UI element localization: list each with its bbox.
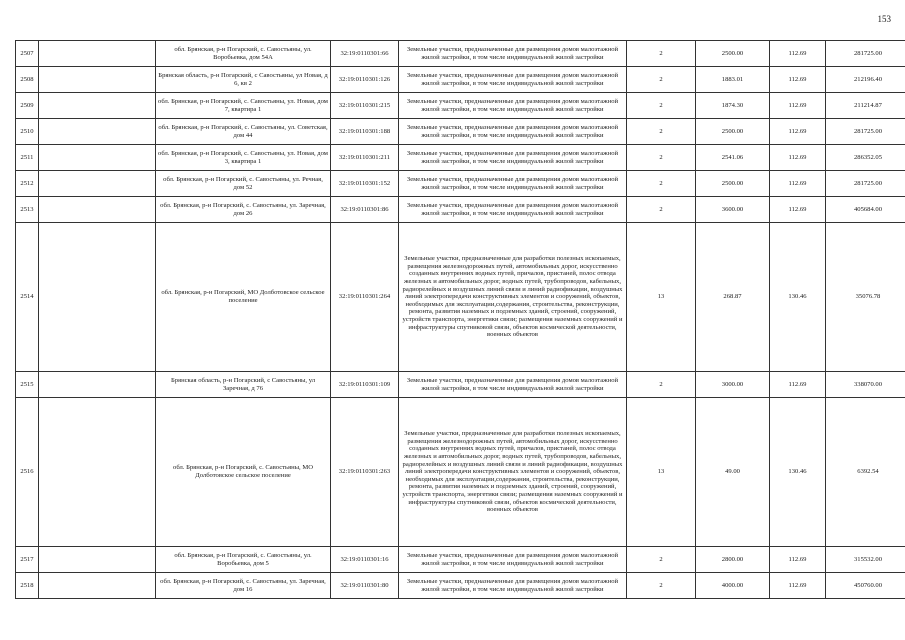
empty-cell — [39, 41, 156, 67]
empty-cell — [39, 145, 156, 171]
cadastral-number-cell: 32:19:0110301:152 — [331, 171, 399, 197]
cadastral-rate-cell: 112.69 — [770, 573, 826, 599]
category-cell: 2 — [627, 119, 696, 145]
area-cell: 268.87 — [696, 223, 770, 372]
cadastral-number-cell: 32:19:0110301:126 — [331, 67, 399, 93]
cadastral-rate-cell: 112.69 — [770, 119, 826, 145]
cadastral-number-cell: 32:19:0110301:188 — [331, 119, 399, 145]
cadastral-rate-cell: 130.46 — [770, 223, 826, 372]
empty-cell — [39, 197, 156, 223]
address-cell: обл. Брянская, р-н Погарский, с. Савостьяны, ул. Советская, дом 44 — [156, 119, 331, 145]
table-row — [16, 547, 905, 573]
land-registry-table — [15, 40, 905, 599]
land-use-cell: Земельные участки, предназначенные для размещения домов малоэтажной жилой застройки, в том числе индивидуальной жилой застройки — [399, 171, 627, 197]
land-use-cell: Земельные участки, предназначенные для размещения домов малоэтажной жилой застройки, в том числе индивидуальной жилой застройки — [399, 372, 627, 398]
cadastral-number-cell: 32:19:0110301:16 — [331, 547, 399, 573]
area-cell: 3600.00 — [696, 197, 770, 223]
table-row — [16, 171, 905, 197]
area-cell: 2500.00 — [696, 41, 770, 67]
land-use-cell: Земельные участки, предназначенные для размещения домов малоэтажной жилой застройки, в том числе индивидуальной жилой застройки — [399, 547, 627, 573]
category-cell: 2 — [627, 145, 696, 171]
table-row — [16, 573, 905, 599]
cadastral-number-cell: 32:19:0110301:109 — [331, 372, 399, 398]
address-cell: Брянская область, р-н Погарский, с Савостьяны, ул Заречная, д 76 — [156, 372, 331, 398]
cadastral-number-cell: 32:19:0110301:263 — [331, 398, 399, 547]
empty-cell — [39, 93, 156, 119]
empty-cell — [39, 398, 156, 547]
land-use-cell: Земельные участки, предназначенные для разработки полезных ископаемых, размещения железнодорожных путей, автомобильных дорог, искусственно созданных внутренних водных путей, причалов, пристаней, полос отвода железных и автомобильных дорог, водных путей, трубопроводов, кабельных, радиорелейных и воздушных линий связи и линий радиофикации, воздушных линий электропередачи конструктивных элементов и сооружений, объектов, необходимых для эксплуатации,содержания, строительства, реконструкции, ремонта, развития наземных и подземных зданий, строений, сооружений, устройств транспорта, энергетики связи; размещения наземных сооружений и инфраструктуры спутниковой связи, объектов космической деятельности, военных объектов — [399, 398, 627, 547]
cadastral-rate-cell: 112.69 — [770, 171, 826, 197]
cadastral-rate-cell: 112.69 — [770, 145, 826, 171]
cadastral-cost-cell: 281725.00 — [826, 171, 905, 197]
category-cell: 2 — [627, 67, 696, 93]
cadastral-cost-cell: 286352.05 — [826, 145, 905, 171]
cadastral-rate-cell: 112.69 — [770, 547, 826, 573]
cadastral-number-cell: 32:19:0110301:86 — [331, 197, 399, 223]
table-row — [16, 119, 905, 145]
area-cell: 49.00 — [696, 398, 770, 547]
row-number-cell: 2512 — [16, 171, 39, 197]
cadastral-rate-cell: 112.69 — [770, 67, 826, 93]
empty-cell — [39, 573, 156, 599]
address-cell: обл. Брянская, р-н Погарский, МО Долботовское сельское поселение — [156, 223, 331, 372]
category-cell: 2 — [627, 41, 696, 67]
empty-cell — [39, 119, 156, 145]
land-use-cell: Земельные участки, предназначенные для размещения домов малоэтажной жилой застройки, в том числе индивидуальной жилой застройки — [399, 573, 627, 599]
category-cell: 2 — [627, 547, 696, 573]
row-number-cell: 2509 — [16, 93, 39, 119]
category-cell: 2 — [627, 93, 696, 119]
category-cell: 13 — [627, 223, 696, 372]
row-number-cell: 2514 — [16, 223, 39, 372]
category-cell: 2 — [627, 171, 696, 197]
cadastral-cost-cell: 6392.54 — [826, 398, 905, 547]
empty-cell — [39, 223, 156, 372]
cadastral-rate-cell: 112.69 — [770, 41, 826, 67]
row-number-cell: 2507 — [16, 41, 39, 67]
empty-cell — [39, 171, 156, 197]
address-cell: обл. Брянская, р-н Погарский, с. Савостьяны, ул. Речная, дом 52 — [156, 171, 331, 197]
address-cell: обл. Брянская, р-н Погарский, с. Савостьяны, ул. Заречная, дом 26 — [156, 197, 331, 223]
cadastral-rate-cell: 112.69 — [770, 372, 826, 398]
row-number-cell: 2510 — [16, 119, 39, 145]
table-row — [16, 67, 905, 93]
cadastral-number-cell: 32:19:0110301:80 — [331, 573, 399, 599]
table-row — [16, 41, 905, 67]
area-cell: 2500.00 — [696, 171, 770, 197]
land-use-cell: Земельные участки, предназначенные для размещения домов малоэтажной жилой застройки, в том числе индивидуальной жилой застройки — [399, 41, 627, 67]
area-cell: 4000.00 — [696, 573, 770, 599]
empty-cell — [39, 67, 156, 93]
row-number-cell: 2518 — [16, 573, 39, 599]
table-row — [16, 93, 905, 119]
table-row — [16, 372, 905, 398]
address-cell: обл. Брянская, р-н Погарский, с. Савостьяны, МО Долботовское сельское поселение — [156, 398, 331, 547]
row-number-cell: 2511 — [16, 145, 39, 171]
cadastral-cost-cell: 212196.40 — [826, 67, 905, 93]
cadastral-rate-cell: 130.46 — [770, 398, 826, 547]
row-number-cell: 2517 — [16, 547, 39, 573]
empty-cell — [39, 372, 156, 398]
land-use-cell: Земельные участки, предназначенные для разработки полезных ископаемых, размещения железнодорожных путей, автомобильных дорог, искусственно созданных внутренних водных путей, причалов, пристаней, полос отвода железных и автомобильных дорог, водных путей, трубопроводов, кабельных, радиорелейных и воздушных линий связи и линий радиофикации, воздушных линий электропередачи конструктивных элементов и сооружений, объектов, необходимых для эксплуатации,содержания, строительства, реконструкции, ремонта, развития наземных и подземных зданий, строений, сооружений, устройств транспорта, энергетики связи; размещения наземных сооружений и инфраструктуры спутниковой связи, объектов космической деятельности, военных объектов — [399, 223, 627, 372]
page-number: 153 — [877, 14, 891, 24]
land-use-cell: Земельные участки, предназначенные для размещения домов малоэтажной жилой застройки, в том числе индивидуальной жилой застройки — [399, 93, 627, 119]
area-cell: 2500.00 — [696, 119, 770, 145]
cadastral-rate-cell: 112.69 — [770, 197, 826, 223]
category-cell: 13 — [627, 398, 696, 547]
cadastral-number-cell: 32:19:0110301:66 — [331, 41, 399, 67]
area-cell: 1883.01 — [696, 67, 770, 93]
land-use-cell: Земельные участки, предназначенные для размещения домов малоэтажной жилой застройки, в том числе индивидуальной жилой застройки — [399, 145, 627, 171]
address-cell: Брянская область, р-н Погарский, с Савостьяны, ул Новая, д 6, кв 2 — [156, 67, 331, 93]
land-use-cell: Земельные участки, предназначенные для размещения домов малоэтажной жилой застройки, в том числе индивидуальной жилой застройки — [399, 197, 627, 223]
table-row — [16, 197, 905, 223]
cadastral-cost-cell: 338070.00 — [826, 372, 905, 398]
address-cell: обл. Брянская, р-н Погарский, с. Савостьяны, ул. Воробьевка, дом 54А — [156, 41, 331, 67]
category-cell: 2 — [627, 372, 696, 398]
cadastral-cost-cell: 450760.00 — [826, 573, 905, 599]
row-number-cell: 2515 — [16, 372, 39, 398]
cadastral-number-cell: 32:19:0110301:211 — [331, 145, 399, 171]
category-cell: 2 — [627, 197, 696, 223]
address-cell: обл. Брянская, р-н Погарский, с. Савостьяны, ул. Новая, дом 7, квартира 1 — [156, 93, 331, 119]
area-cell: 1874.30 — [696, 93, 770, 119]
row-number-cell: 2508 — [16, 67, 39, 93]
table-row — [16, 223, 905, 372]
address-cell: обл. Брянская, р-н Погарский, с. Савостьяны, ул. Заречная, дом 16 — [156, 573, 331, 599]
cadastral-cost-cell: 281725.00 — [826, 119, 905, 145]
cadastral-cost-cell: 35076.78 — [826, 223, 905, 372]
area-cell: 2800.00 — [696, 547, 770, 573]
table-row — [16, 145, 905, 171]
cadastral-rate-cell: 112.69 — [770, 93, 826, 119]
cadastral-number-cell: 32:19:0110301:215 — [331, 93, 399, 119]
cadastral-cost-cell: 281725.00 — [826, 41, 905, 67]
address-cell: обл. Брянская, р-н Погарский, с. Савостьяны, ул. Новая, дом 3, квартира 1 — [156, 145, 331, 171]
cadastral-number-cell: 32:19:0110301:264 — [331, 223, 399, 372]
category-cell: 2 — [627, 573, 696, 599]
cadastral-cost-cell: 211214.87 — [826, 93, 905, 119]
land-use-cell: Земельные участки, предназначенные для размещения домов малоэтажной жилой застройки, в том числе индивидуальной жилой застройки — [399, 119, 627, 145]
area-cell: 3000.00 — [696, 372, 770, 398]
cadastral-cost-cell: 315532.00 — [826, 547, 905, 573]
table-body — [16, 41, 905, 599]
cadastral-cost-cell: 405684.00 — [826, 197, 905, 223]
row-number-cell: 2516 — [16, 398, 39, 547]
address-cell: обл. Брянская, р-н Погарский, с. Савостьяны, ул. Воробьевка, дом 5 — [156, 547, 331, 573]
table-row — [16, 398, 905, 547]
empty-cell — [39, 547, 156, 573]
area-cell: 2541.06 — [696, 145, 770, 171]
row-number-cell: 2513 — [16, 197, 39, 223]
land-use-cell: Земельные участки, предназначенные для размещения домов малоэтажной жилой застройки, в том числе индивидуальной жилой застройки — [399, 67, 627, 93]
